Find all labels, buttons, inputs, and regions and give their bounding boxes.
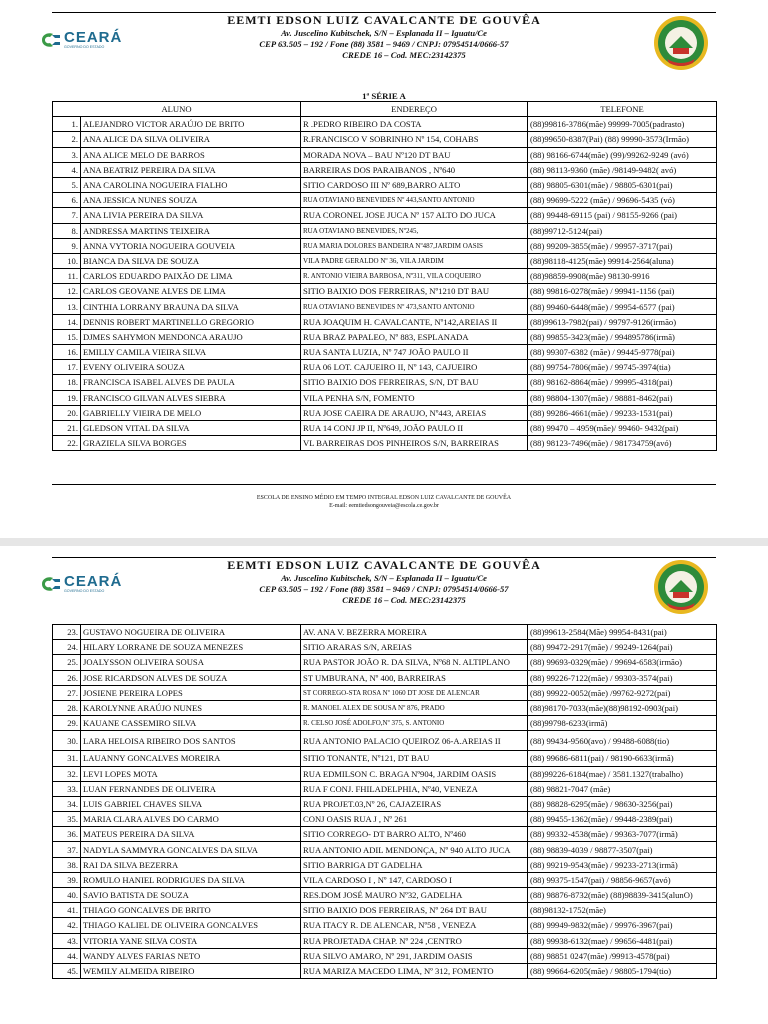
student-name: CARLOS EDUARDO PAIXÃO DE LIMA bbox=[81, 269, 301, 284]
student-number: 31. bbox=[53, 751, 81, 766]
student-name: WEMILY ALMEIDA RIBEIRO bbox=[81, 963, 301, 978]
student-number: 8. bbox=[53, 223, 81, 238]
student-address: ST CORREGO-STA ROSA Nº 1060 DT JOSE DE ALENCAR bbox=[301, 685, 528, 700]
student-name: FRANCISCA ISABEL ALVES DE PAULA bbox=[81, 375, 301, 390]
student-address: SITIO ARARAS S/N, AREIAS bbox=[301, 640, 528, 655]
student-phone: (88) 99434-9560(avo) / 99488-6088(tio) bbox=[528, 731, 717, 751]
student-phone: (88) 98828-6295(mãe) / 98630-3256(pai) bbox=[528, 796, 717, 811]
student-phone: (88) 99693-0329(mãe) / 99694-6583(irmão) bbox=[528, 655, 717, 670]
student-address: R. ANTONIO VIEIRA BARBOSA, Nº311, VILA COQUEIRO bbox=[301, 269, 528, 284]
student-phone: (88) 98805-6301(mãe) / 98805-6301(pai) bbox=[528, 177, 717, 192]
student-address: R. CELSO JOSÉ ADOLFO,Nº 375, S. ANTONIO bbox=[301, 716, 528, 731]
class-title: 1ª SÉRIE A bbox=[362, 91, 406, 101]
student-address: RUA SANTA LUZIA, Nº 747 JOÃO PAULO II bbox=[301, 345, 528, 360]
footer-school-name: ESCOLA DE ENSINO MÉDIO EM TEMPO INTEGRAL EDSON LUIZ CAVALCANTE DE GOUVÊA bbox=[256, 495, 512, 501]
page-footer bbox=[52, 494, 716, 510]
student-phone: (88)98118-4125(mãe) 99914-2564(aluna) bbox=[528, 253, 717, 268]
column-header-aluno: ALUNO bbox=[53, 102, 301, 117]
table-row bbox=[53, 625, 717, 640]
table-row bbox=[53, 716, 717, 731]
table-row bbox=[53, 766, 717, 781]
student-phone: (88) 98839-4039 / 98877-3507(pai) bbox=[528, 842, 717, 857]
student-address: RUA 14 CONJ JP II, Nº649, JOÃO PAULO II bbox=[301, 420, 528, 435]
school-seal-icon bbox=[653, 559, 709, 615]
student-phone: (88) 99286-4661(mãe) / 99233-1531(pai) bbox=[528, 405, 717, 420]
student-address: RUA MARIA DOLORES BANDEIRA Nº487,JARDIM OASIS bbox=[301, 238, 528, 253]
student-phone: (88) 99460-6448(mãe) / 99954-6577 (pai) bbox=[528, 299, 717, 314]
student-number: 39. bbox=[53, 872, 81, 887]
student-phone: (88) 99307-6382 (mãe) / 99445-9778(pai) bbox=[528, 345, 717, 360]
student-phone: (88) 99938-6132(mae) / 99656-4481(pai) bbox=[528, 933, 717, 948]
student-name: VITORIA YANE SILVA COSTA bbox=[81, 933, 301, 948]
student-phone: (88)98859-9908(mãe) 98130-9916 bbox=[528, 269, 717, 284]
school-crede: CREDE 16 – Cod. MEC:23142375 bbox=[342, 50, 466, 60]
student-phone: (88) 99855-3423(mãe) / 994895786(irmã) bbox=[528, 329, 717, 344]
school-address: Av. Juscelino Kubitschek, S/N – Esplanada II – Iguatu/Ce bbox=[281, 28, 487, 38]
student-phone: (88)99613-2584(Mãe) 99954-8431(pai) bbox=[528, 625, 717, 640]
student-name: ANA ALICE DA SILVA OLIVEIRA bbox=[81, 132, 301, 147]
student-phone: (88) 98113-9360 (mãe) /98149-9482( avó) bbox=[528, 162, 717, 177]
student-phone: (88)98132-1752(mãe) bbox=[528, 903, 717, 918]
student-name: GRAZIELA SILVA BORGES bbox=[81, 436, 301, 451]
student-phone: (88) 99448-69115 (pai) / 98155-9266 (pai) bbox=[528, 208, 717, 223]
student-phone: (88) 99816-0278(mãe) / 99941-1156 (pai) bbox=[528, 284, 717, 299]
student-name: ANA LIVIA PEREIRA DA SILVA bbox=[81, 208, 301, 223]
table-row bbox=[53, 208, 717, 223]
table-row bbox=[53, 269, 717, 284]
student-phone: (88) 98804-1307(mãe) / 98881-8462(pai) bbox=[528, 390, 717, 405]
student-number: 4. bbox=[53, 162, 81, 177]
student-number: 33. bbox=[53, 781, 81, 796]
student-name: GABRIELLY VIEIRA DE MELO bbox=[81, 405, 301, 420]
student-phone: (88) 99949-9832(mãe) / 99976-3967(pai) bbox=[528, 918, 717, 933]
table-row bbox=[53, 751, 717, 766]
student-phone: (88) 99699-5222 (mãe) / 99696-5435 (vó) bbox=[528, 193, 717, 208]
table-row bbox=[53, 903, 717, 918]
student-address: VILA PADRE GERALDO Nº 36, VILA JARDIM bbox=[301, 253, 528, 268]
table-row bbox=[53, 390, 717, 405]
student-name: EVENY OLIVEIRA SOUZA bbox=[81, 360, 301, 375]
table-row bbox=[53, 948, 717, 963]
student-number: 27. bbox=[53, 685, 81, 700]
student-name: GLEDSON VITAL DA SILVA bbox=[81, 420, 301, 435]
school-contact: CEP 63.505 – 192 / Fone (88) 3581 – 9469 / CNPJ: 07954514/0666-57 bbox=[259, 39, 509, 49]
student-number: 21. bbox=[53, 420, 81, 435]
student-number: 34. bbox=[53, 796, 81, 811]
student-number: 11. bbox=[53, 269, 81, 284]
student-address: VL BARREIRAS DOS PINHEIROS S/N, BARREIRAS bbox=[301, 436, 528, 451]
student-number: 37. bbox=[53, 842, 81, 857]
table-row bbox=[53, 375, 717, 390]
school-contact: CEP 63.505 – 192 / Fone (88) 3581 – 9469 / CNPJ: 07954514/0666-57 bbox=[259, 584, 509, 594]
column-header-endereco: ENDEREÇO bbox=[301, 102, 528, 117]
student-address: RUA OTAVIANO BENEVIDES Nº 473,SANTO ANTONIO bbox=[301, 299, 528, 314]
student-name: ANNA VYTORIA NOGUEIRA GOUVEIA bbox=[81, 238, 301, 253]
student-phone: (88)99798-6233(irmã) bbox=[528, 716, 717, 731]
student-address: SITIO BARRIGA DT GADELHA bbox=[301, 857, 528, 872]
student-number: 29. bbox=[53, 716, 81, 731]
table-row bbox=[53, 193, 717, 208]
student-number: 9. bbox=[53, 238, 81, 253]
table-row bbox=[53, 177, 717, 192]
student-phone: (88) 98851 0247(mãe) /99913-4578(pai) bbox=[528, 948, 717, 963]
student-name: THIAGO KALIEL DE OLIVEIRA GONCALVES bbox=[81, 918, 301, 933]
student-name: LUAN FERNANDES DE OLIVEIRA bbox=[81, 781, 301, 796]
table-row bbox=[53, 329, 717, 344]
table-row bbox=[53, 147, 717, 162]
student-address: VILA CARDOSO I , Nº 147, CARDOSO I bbox=[301, 872, 528, 887]
student-number: 18. bbox=[53, 375, 81, 390]
student-name: LEVI LOPES MOTA bbox=[81, 766, 301, 781]
table-row bbox=[53, 796, 717, 811]
student-address: SITIO TONANTE, Nº121, DT BAU bbox=[301, 751, 528, 766]
student-phone: (88) 99472-2917(mãe) / 99249-1264(pai) bbox=[528, 640, 717, 655]
student-number: 20. bbox=[53, 405, 81, 420]
table-row bbox=[53, 223, 717, 238]
student-phone: (88)98170-7033(mãe)(88)98192-0903(pai) bbox=[528, 700, 717, 715]
student-address: RUA CORONEL JOSE JUCA Nº 157 ALTO DO JUCA bbox=[301, 208, 528, 223]
student-address: R. MANOEL ALEX DE SOUSA Nº 876, PRADO bbox=[301, 700, 528, 715]
school-title: EEMTI EDSON LUIZ CAVALCANTE DE GOUVÊA bbox=[227, 558, 541, 572]
student-phone: (88) 99209-3855(mãe) / 99957-3717(pai) bbox=[528, 238, 717, 253]
student-name: MATEUS PEREIRA DA SILVA bbox=[81, 827, 301, 842]
student-address: RUA EDMILSON C. BRAGA Nº904, JARDIM OASIS bbox=[301, 766, 528, 781]
student-address: RUA OTAVIANO BENEVIDES Nº 443,SANTO ANTONIO bbox=[301, 193, 528, 208]
student-address: RUA JOAQUIM H. CAVALCANTE, Nº142,AREIAS II bbox=[301, 314, 528, 329]
student-phone: (88)99816-3786(mãe) 99999-7005(padrasto) bbox=[528, 117, 717, 132]
student-phone: (88) 99375-1547(pai) / 98856-9657(avó) bbox=[528, 872, 717, 887]
table-row bbox=[53, 670, 717, 685]
student-name: DJMES SAHYMON MENDONCA ARAUJO bbox=[81, 329, 301, 344]
student-address: MORADA NOVA – BAU Nº120 DT BAU bbox=[301, 147, 528, 162]
student-number: 36. bbox=[53, 827, 81, 842]
school-crede: CREDE 16 – Cod. MEC:23142375 bbox=[342, 595, 466, 605]
student-address: R .PEDRO RIBEIRO DA COSTA bbox=[301, 117, 528, 132]
student-name: KAUANE CASSEMIRO SILVA bbox=[81, 716, 301, 731]
table-row bbox=[53, 963, 717, 978]
school-address: Av. Juscelino Kubitschek, S/N – Esplanada II – Iguatu/Ce bbox=[281, 573, 487, 583]
student-address: RUA BRAZ PAPALEO, Nº 883, ESPLANADA bbox=[301, 329, 528, 344]
table-row bbox=[53, 117, 717, 132]
table-row bbox=[53, 827, 717, 842]
student-phone: (88) 99226-7122(mãe) / 99303-3574(pai) bbox=[528, 670, 717, 685]
student-phone: (88) 99455-1362(mãe) / 99448-2389(pai) bbox=[528, 812, 717, 827]
student-number: 35. bbox=[53, 812, 81, 827]
student-address: SITIO BAIXIO DOS FERREIRAS, Nº1210 DT BAU bbox=[301, 284, 528, 299]
student-name: CARLOS GEOVANE ALVES DE LIMA bbox=[81, 284, 301, 299]
student-number: 30. bbox=[53, 731, 81, 751]
student-name: HILARY LORRANE DE SOUZA MENEZES bbox=[81, 640, 301, 655]
school-header bbox=[52, 12, 716, 70]
student-name: LUIS GABRIEL CHAVES SILVA bbox=[81, 796, 301, 811]
student-name: ANA CAROLINA NOGUEIRA FIALHO bbox=[81, 177, 301, 192]
student-phone: (88) 98166-6744(mãe) (99)/99262-9249 (avó) bbox=[528, 147, 717, 162]
student-name: ANA JESSICA NUNES SOUZA bbox=[81, 193, 301, 208]
table-row bbox=[53, 842, 717, 857]
student-name: ROMULO HANIEL RODRIGUES DA SILVA bbox=[81, 872, 301, 887]
student-name: WANDY ALVES FARIAS NETO bbox=[81, 948, 301, 963]
table-row bbox=[53, 162, 717, 177]
student-name: MARIA CLARA ALVES DO CARMO bbox=[81, 812, 301, 827]
table-row bbox=[53, 918, 717, 933]
student-address: RUA PROJET.03,Nº 26, CAJAZEIRAS bbox=[301, 796, 528, 811]
student-name: CINTHIA LORRANY BRAUNA DA SILVA bbox=[81, 299, 301, 314]
student-address: SITIO CARDOSO III Nº 689,BARRO ALTO bbox=[301, 177, 528, 192]
student-number: 23. bbox=[53, 625, 81, 640]
student-roster-table-1 bbox=[52, 101, 717, 451]
student-address: RUA JOSE CAEIRA DE ARAUJO, Nº443, AREIAS bbox=[301, 405, 528, 420]
table-row bbox=[53, 812, 717, 827]
student-number: 40. bbox=[53, 888, 81, 903]
footer-email: E-mail: eemtiedsongouveia@escola.ce.gov.br bbox=[329, 503, 439, 509]
student-name: ALEJANDRO VICTOR ARAÚJO DE BRITO bbox=[81, 117, 301, 132]
document-page-2 bbox=[0, 546, 768, 1024]
student-phone: (88)99712-5124(pai) bbox=[528, 223, 717, 238]
student-name: JOSIENE PEREIRA LOPES bbox=[81, 685, 301, 700]
student-address: CONJ OASIS RUA J , Nº 261 bbox=[301, 812, 528, 827]
student-number: 22. bbox=[53, 436, 81, 451]
student-number: 26. bbox=[53, 670, 81, 685]
table-row bbox=[53, 299, 717, 314]
student-address: RUA 06 LOT. CAJUEIRO II, Nº 143, CAJUEIRO bbox=[301, 360, 528, 375]
table-row bbox=[53, 857, 717, 872]
student-number: 32. bbox=[53, 766, 81, 781]
student-address: RUA ANTONIO PALACIO QUEIROZ 06-A.AREIAS II bbox=[301, 731, 528, 751]
student-number: 45. bbox=[53, 963, 81, 978]
student-number: 38. bbox=[53, 857, 81, 872]
student-name: EMILLY CAMILA VIEIRA SILVA bbox=[81, 345, 301, 360]
student-number: 13. bbox=[53, 299, 81, 314]
student-name: RAI DA SILVA BEZERRA bbox=[81, 857, 301, 872]
student-address: RUA F CONJ. FHILADELPHIA, Nº40, VENEZA bbox=[301, 781, 528, 796]
student-number: 10. bbox=[53, 253, 81, 268]
table-row bbox=[53, 781, 717, 796]
student-phone: (88) 99470 – 4959(mãe)/ 99460- 9432(pai) bbox=[528, 420, 717, 435]
student-number: 7. bbox=[53, 208, 81, 223]
student-number: 41. bbox=[53, 903, 81, 918]
student-phone: (88) 99922-0052(mãe) /99762-9272(pai) bbox=[528, 685, 717, 700]
student-name: DENNIS ROBERT MARTINELLO GREGORIO bbox=[81, 314, 301, 329]
school-title: EEMTI EDSON LUIZ CAVALCANTE DE GOUVÊA bbox=[227, 13, 541, 27]
student-address: RUA OTAVIANO BENEVIDES, Nº245, bbox=[301, 223, 528, 238]
page-separator bbox=[0, 538, 768, 546]
table-row bbox=[53, 360, 717, 375]
student-number: 14. bbox=[53, 314, 81, 329]
student-address: SITIO BAIXIO DOS FERREIRAS, S/N, DT BAU bbox=[301, 375, 528, 390]
column-header-telefone: TELEFONE bbox=[528, 102, 717, 117]
student-phone: (88) 99219-9543(mãe) / 99233-2713(irmã) bbox=[528, 857, 717, 872]
logo-wordmark: CEARÁ bbox=[64, 573, 123, 590]
student-address: RUA SILVO AMARO, Nº 291, JARDIM OASIS bbox=[301, 948, 528, 963]
student-name: ANA ALICE MELO DE BARROS bbox=[81, 147, 301, 162]
student-name: JOALYSSON OLIVEIRA SOUSA bbox=[81, 655, 301, 670]
student-number: 24. bbox=[53, 640, 81, 655]
student-phone: (88) 99686-6811(pai) / 98190-6633(irmã) bbox=[528, 751, 717, 766]
student-number: 19. bbox=[53, 390, 81, 405]
student-number: 12. bbox=[53, 284, 81, 299]
student-phone: (88) 99664-6205(mãe) / 98805-1794(tio) bbox=[528, 963, 717, 978]
student-phone: (88) 98876-8732(mãe) (88)98839-3415(alunO) bbox=[528, 888, 717, 903]
student-address: RES.DOM JOSÉ MAURO Nº32, GADELHA bbox=[301, 888, 528, 903]
logo-subtitle: GOVERNO DO ESTADO bbox=[64, 589, 105, 593]
student-number: 6. bbox=[53, 193, 81, 208]
table-row bbox=[53, 731, 717, 751]
logo-subtitle: GOVERNO DO ESTADO bbox=[64, 45, 105, 49]
student-name: THIAGO GONCALVES DE BRITO bbox=[81, 903, 301, 918]
table-row bbox=[53, 888, 717, 903]
student-name: NADYLA SAMMYRA GONCALVES DA SILVA bbox=[81, 842, 301, 857]
table-row bbox=[53, 132, 717, 147]
student-number: 43. bbox=[53, 933, 81, 948]
table-row bbox=[53, 872, 717, 887]
student-phone: (88) 98162-8864(mãe) / 99995-4318(pai) bbox=[528, 375, 717, 390]
student-address: VILA PENHA S/N, FOMENTO bbox=[301, 390, 528, 405]
student-number: 25. bbox=[53, 655, 81, 670]
student-name: ANA BEATRIZ PEREIRA DA SILVA bbox=[81, 162, 301, 177]
student-address: RUA PROJETADA CHAP. Nº 224 ,CENTRO bbox=[301, 933, 528, 948]
student-number: 17. bbox=[53, 360, 81, 375]
student-phone: (88) 99332-4538(mãe) / 99363-7077(irmã) bbox=[528, 827, 717, 842]
table-row bbox=[53, 284, 717, 299]
student-roster-table-2 bbox=[52, 624, 717, 979]
student-address: SITIO BAIXIO DOS FERREIRAS, Nº 264 DT BAU bbox=[301, 903, 528, 918]
student-name: SAVIO BATISTA DE SOUZA bbox=[81, 888, 301, 903]
student-name: LAUANNY GONCALVES MOREIRA bbox=[81, 751, 301, 766]
student-number: 3. bbox=[53, 147, 81, 162]
table-row bbox=[53, 420, 717, 435]
table-row bbox=[53, 640, 717, 655]
table-row bbox=[53, 685, 717, 700]
student-address: RUA ITACY R. DE ALENCAR, Nº58 , VENEZA bbox=[301, 918, 528, 933]
student-number: 2. bbox=[53, 132, 81, 147]
student-phone: (88) 98123-7496(mãe) / 981734759(avó) bbox=[528, 436, 717, 451]
student-address: RUA PASTOR JOÃO R. DA SILVA, Nº68 N. ALTIPLANO bbox=[301, 655, 528, 670]
student-number: 16. bbox=[53, 345, 81, 360]
table-row bbox=[53, 700, 717, 715]
school-seal-icon bbox=[653, 15, 709, 71]
footer-rule bbox=[52, 484, 716, 485]
student-phone: (88) 98821-7047 (mãe) bbox=[528, 781, 717, 796]
student-phone: (88) 99754-7806(mãe) / 99745-3974(tia) bbox=[528, 360, 717, 375]
student-address: BARREIRAS DOS PARAIBANOS , Nº640 bbox=[301, 162, 528, 177]
table-row bbox=[53, 314, 717, 329]
student-number: 1. bbox=[53, 117, 81, 132]
student-number: 42. bbox=[53, 918, 81, 933]
table-row bbox=[53, 405, 717, 420]
student-address: SITIO CORREGO- DT BARRO ALTO, Nº460 bbox=[301, 827, 528, 842]
student-address: ST UMBURANA, Nº 400, BARREIRAS bbox=[301, 670, 528, 685]
table-row bbox=[53, 238, 717, 253]
table-row bbox=[53, 345, 717, 360]
student-name: LARA HELOISA RIBEIRO DOS SANTOS bbox=[81, 731, 301, 751]
student-name: GUSTAVO NOGUEIRA DE OLIVEIRA bbox=[81, 625, 301, 640]
student-address: R.FRANCISCO V SOBRINHO Nº 154, COHABS bbox=[301, 132, 528, 147]
student-number: 44. bbox=[53, 948, 81, 963]
student-name: FRANCISCO GILVAN ALVES SIEBRA bbox=[81, 390, 301, 405]
student-name: JOSE RICARDSON ALVES DE SOUZA bbox=[81, 670, 301, 685]
student-name: BIANCA DA SILVA DE SOUZA bbox=[81, 253, 301, 268]
student-name: ANDRESSA MARTINS TEIXEIRA bbox=[81, 223, 301, 238]
table-header-row bbox=[53, 102, 717, 117]
table-row bbox=[53, 655, 717, 670]
student-phone: (88)99650-8387(Pai) (88) 99990-3573(Irmão) bbox=[528, 132, 717, 147]
student-address: RUA MARIZA MACEDO LIMA, Nº 312, FOMENTO bbox=[301, 963, 528, 978]
student-name: KAROLYNNE ARAÚJO NUNES bbox=[81, 700, 301, 715]
table-row bbox=[53, 253, 717, 268]
school-header bbox=[52, 557, 716, 615]
table-row bbox=[53, 436, 717, 451]
student-number: 15. bbox=[53, 329, 81, 344]
student-address: RUA ANTONIO ADIL MENDONÇA, Nº 940 ALTO JUCA bbox=[301, 842, 528, 857]
student-phone: (88)99226-6184(mae) / 3581.1327(trabalho) bbox=[528, 766, 717, 781]
student-number: 28. bbox=[53, 700, 81, 715]
student-phone: (88)99613-7982(pai) / 99797-9126(irmão) bbox=[528, 314, 717, 329]
logo-wordmark: CEARÁ bbox=[64, 29, 123, 46]
table-row bbox=[53, 933, 717, 948]
student-number: 5. bbox=[53, 177, 81, 192]
student-address: AV. ANA V. BEZERRA MOREIRA bbox=[301, 625, 528, 640]
